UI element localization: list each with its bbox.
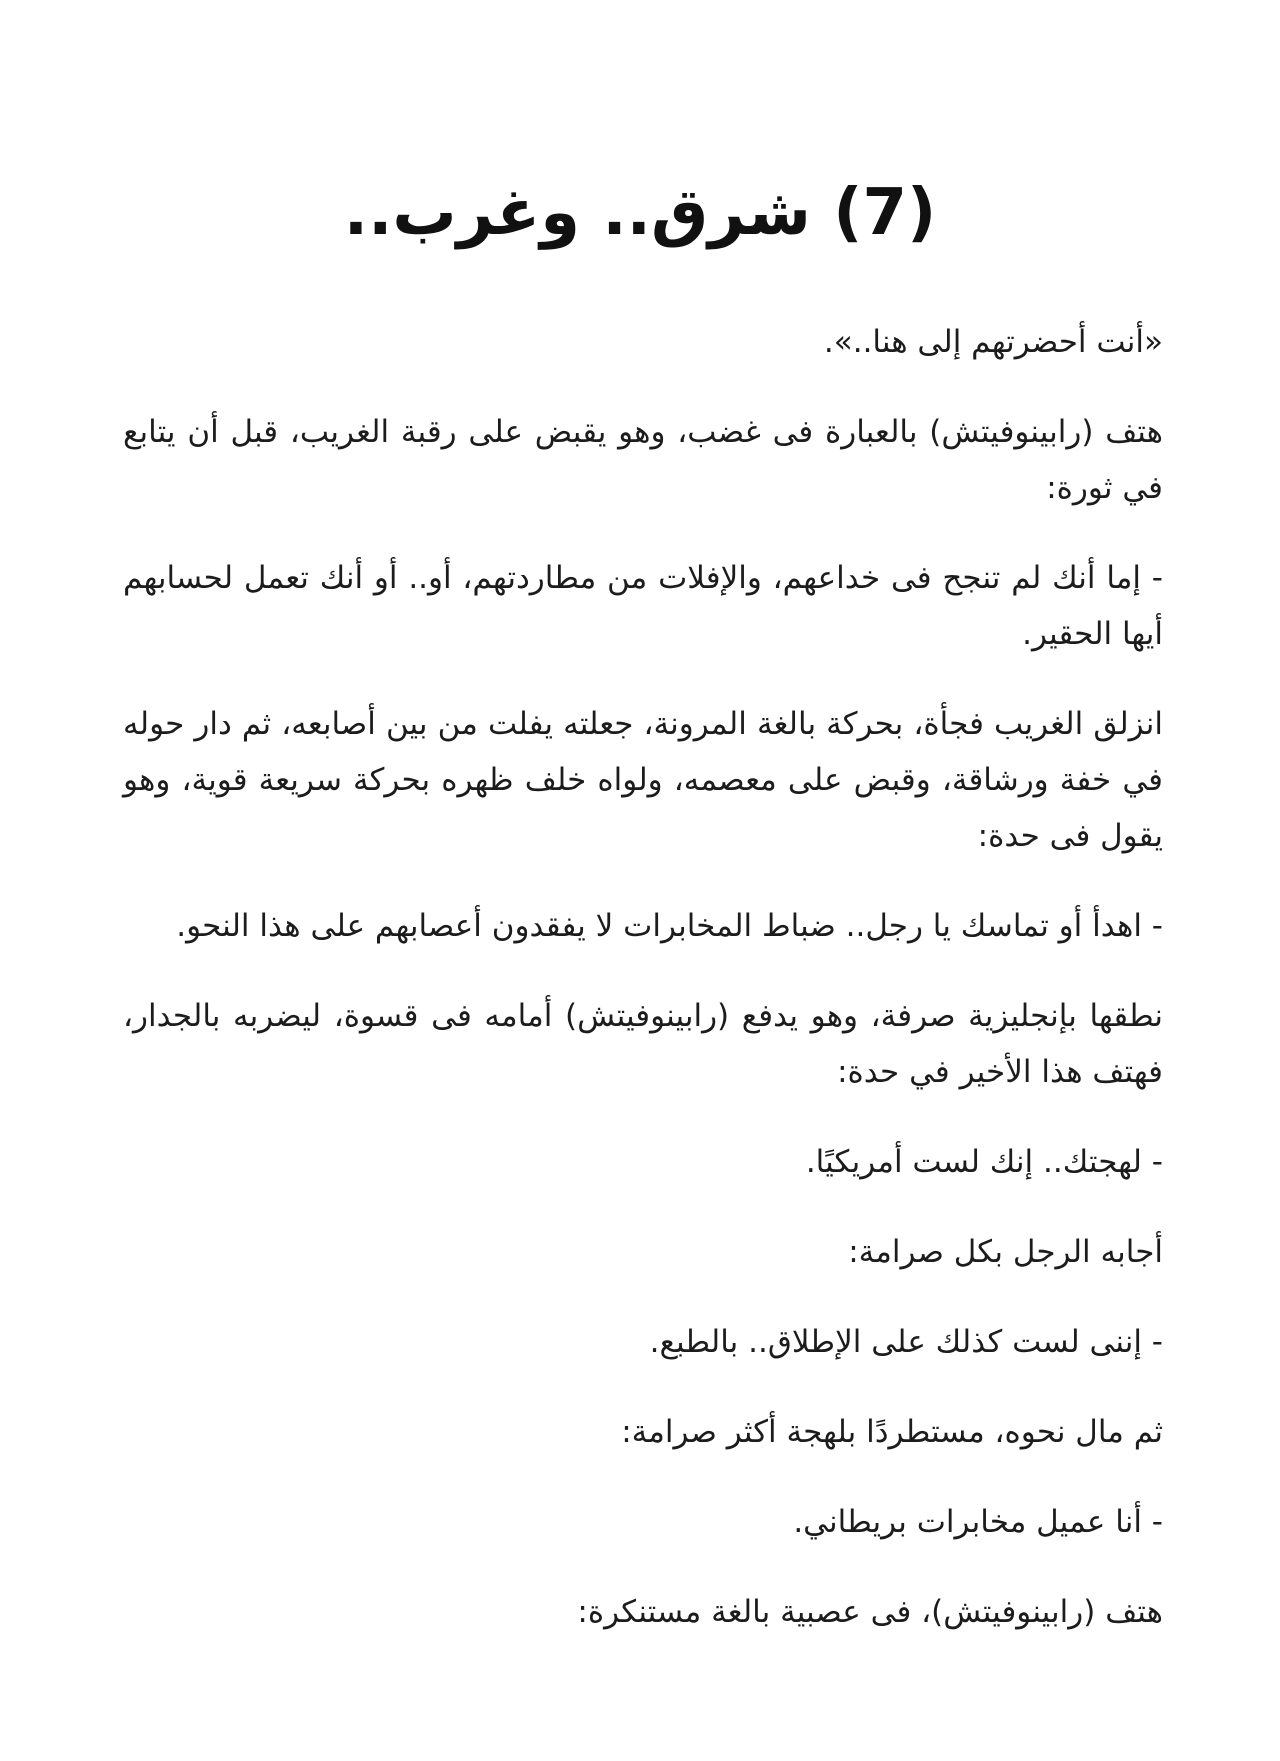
paragraph: - أنا عميل مخابرات بريطاني.: [793, 1504, 1163, 1540]
paragraph: ثم مال نحوه، مستطردًا بلهجة أكثر صرامة:: [621, 1414, 1163, 1450]
paragraph: - اهدأ أو تماسك يا رجل.. ضباط المخابرات لا يفقدون أعصابهم على هذا النحو.: [176, 908, 1163, 944]
paragraph: «أنت أحضرتهم إلى هنا..».: [823, 324, 1163, 360]
paragraph: أجابه الرجل بكل صرامة:: [848, 1234, 1163, 1270]
paragraph: هتف (رابينوفيتش)، فى عصبية بالغة مستنكرة:: [577, 1594, 1163, 1630]
paragraph: انزلق الغريب فجأة، بحركة بالغة المرونة، جعلته يفلت من بين أصابعه، ثم دار حوله في خفة ورشاقة، وقبض على معصمه، ولواه خلف ظهره بحركة سريعة قوية، وهو يقول فى حدة:: [123, 706, 1163, 854]
chapter-body: [123, 314, 1163, 1674]
chapter-title: (7) شرق.. وغرب..: [343, 176, 937, 250]
paragraph: نطقها بإنجليزية صرفة، وهو يدفع (رابينوفيتش) أمامه فى قسوة، ليضربه بالجدار، فهتف هذا الأخير في حدة:: [123, 998, 1163, 1090]
paragraph: هتف (رابينوفيتش) بالعبارة فى غضب، وهو يقبض على رقبة الغريب، قبل أن يتابع في ثورة:: [123, 414, 1163, 506]
paragraph: - لهجتك.. إنك لست أمريكيًا.: [805, 1144, 1163, 1180]
paragraph: - إما أنك لم تنجح فى خداعهم، والإفلات من مطاردتهم، أو.. أو أنك تعمل لحسابهم أيها الحقير.: [123, 560, 1163, 652]
paragraph: - إننى لست كذلك على الإطلاق.. بالطبع.: [649, 1324, 1163, 1360]
